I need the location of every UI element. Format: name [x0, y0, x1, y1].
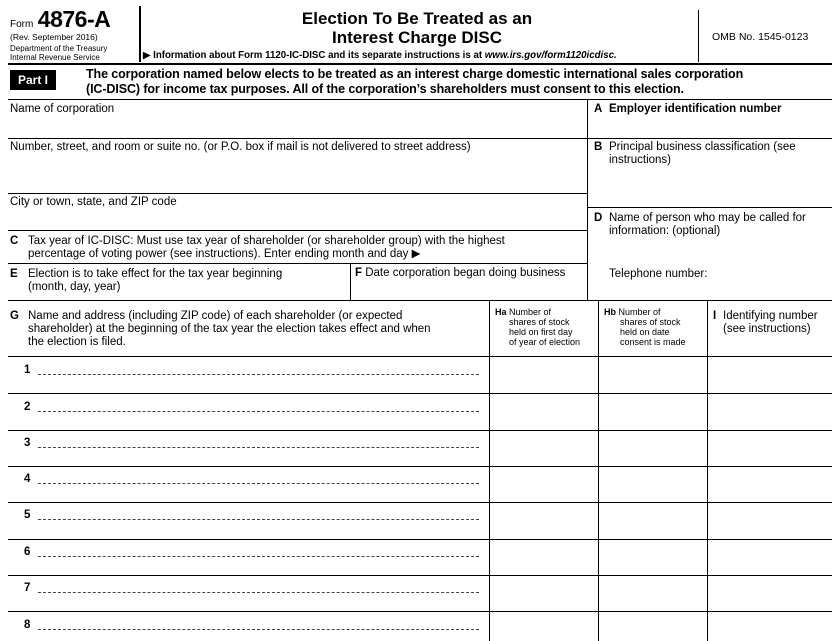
i-cell[interactable]	[709, 431, 832, 466]
part-statement	[86, 67, 838, 96]
ha-cell[interactable]	[491, 612, 597, 641]
effective-date-field[interactable]	[8, 296, 348, 299]
shareholder-row	[0, 540, 840, 576]
name-address-field[interactable]	[38, 592, 479, 593]
f-letter: F	[355, 267, 363, 279]
form-number: 4876-A	[37, 6, 111, 32]
column-hb-header	[604, 307, 707, 347]
c-label-1: Tax year of IC-DISC: Must use tax year of shareholder (or shareholder group) with the highest	[28, 235, 505, 247]
field-e	[10, 268, 283, 293]
a-letter: A	[594, 103, 603, 115]
name-of-corporation-label: Name of corporation	[10, 103, 115, 115]
ha-line-1: Number of	[509, 307, 552, 317]
statement-line-2: (IC-DISC) for income tax purposes. All of the corporation’s shareholders must consent to this election.	[86, 81, 684, 96]
info-line	[143, 50, 698, 61]
hb-cell[interactable]	[600, 394, 706, 429]
i-letter: I	[713, 310, 717, 322]
d-label-1: Name of person who may be called for	[609, 212, 806, 224]
form-prefix: Form	[10, 19, 34, 30]
i-label-1: Identifying number	[723, 310, 818, 322]
e-label-1: Election is to take effect for the tax year beginning	[28, 268, 283, 280]
b-label-1: Principal business classification (see	[609, 141, 796, 153]
hb-cell[interactable]	[600, 357, 706, 392]
shareholder-row	[0, 612, 840, 641]
date-began-business-field[interactable]	[352, 282, 586, 299]
hb-letter: Hb	[604, 307, 616, 317]
ha-cell[interactable]	[491, 503, 597, 538]
statement-line-1: The corporation named below elects to be treated as an interest charge domestic international sales corporation	[86, 67, 744, 81]
ha-line-2: shares of stock	[509, 317, 570, 327]
name-address-field[interactable]	[38, 519, 479, 520]
hb-cell[interactable]	[600, 576, 706, 611]
hb-cell[interactable]	[600, 467, 706, 502]
b-label-2: instructions)	[609, 154, 671, 166]
business-classification-field[interactable]	[589, 168, 832, 206]
row-number: 3	[24, 437, 31, 449]
g-label-3: the election is filed.	[28, 336, 126, 348]
field-a	[594, 103, 782, 116]
tax-year-field[interactable]	[448, 246, 586, 262]
name-address-field[interactable]	[38, 483, 479, 484]
omb-number: OMB No. 1545-0123	[712, 31, 809, 43]
i-cell[interactable]	[709, 467, 832, 502]
c-arrow-icon: ▶	[411, 248, 421, 260]
title-line-2: Interest Charge DISC	[331, 28, 503, 47]
e-letter: E	[10, 268, 18, 280]
hb-line-3: held on date	[620, 327, 670, 337]
hb-cell[interactable]	[600, 540, 706, 575]
field-d	[594, 212, 806, 237]
hb-cell[interactable]	[600, 612, 706, 641]
shareholder-row	[0, 357, 840, 393]
ha-cell[interactable]	[491, 394, 597, 429]
row-number: 5	[24, 509, 31, 521]
i-cell[interactable]	[709, 576, 832, 611]
e-label-2: (month, day, year)	[28, 281, 121, 293]
c-label-2: percentage of voting power (see instructions). Enter ending month and day	[28, 248, 409, 260]
city-label: City or town, state, and ZIP code	[10, 196, 177, 208]
name-address-field[interactable]	[38, 411, 479, 412]
hb-line-1: Number of	[618, 307, 661, 317]
field-f	[355, 267, 565, 280]
title-line-1: Election To Be Treated as an	[301, 9, 533, 28]
shareholder-row	[0, 503, 840, 539]
field-b	[594, 141, 796, 166]
g-label-1: Name and address (including ZIP code) of each shareholder (or expected	[28, 310, 403, 322]
shareholder-row	[0, 431, 840, 467]
i-cell[interactable]	[709, 394, 832, 429]
b-letter: B	[594, 141, 603, 153]
column-i-header	[713, 310, 818, 335]
i-cell[interactable]	[709, 503, 832, 538]
g-letter: G	[10, 310, 19, 322]
ha-letter: Ha	[495, 307, 507, 317]
name-of-corporation-field[interactable]	[8, 117, 586, 138]
city-field[interactable]	[8, 210, 586, 230]
form-revision: (Rev. September 2016)	[10, 32, 98, 42]
hb-cell[interactable]	[600, 503, 706, 538]
name-address-field[interactable]	[38, 447, 479, 448]
row-number: 6	[24, 546, 31, 558]
address-field[interactable]	[8, 156, 586, 193]
hb-line-4: consent is made	[620, 337, 686, 347]
row-number: 1	[24, 364, 31, 376]
ha-line-4: of year of election	[509, 337, 581, 347]
i-cell[interactable]	[709, 612, 832, 641]
shareholder-row	[0, 394, 840, 430]
info-arrow-icon: ▶	[143, 50, 151, 61]
contact-name-field[interactable]	[589, 240, 832, 262]
name-address-field[interactable]	[38, 374, 479, 375]
ha-cell[interactable]	[491, 431, 597, 466]
hb-cell[interactable]	[600, 431, 706, 466]
a-label: Employer identification number	[609, 103, 782, 115]
ha-cell[interactable]	[491, 540, 597, 575]
ha-cell[interactable]	[491, 576, 597, 611]
i-label-2: (see instructions)	[723, 323, 811, 335]
ein-field[interactable]	[589, 118, 832, 138]
ha-cell[interactable]	[491, 467, 597, 502]
g-label-2: shareholder) at the beginning of the tax year the election takes effect and when	[28, 323, 431, 335]
info-url[interactable]: www.irs.gov/form1120icdisc.	[484, 50, 617, 61]
form-id-block	[10, 6, 138, 62]
part-label: Part I	[10, 70, 56, 90]
i-cell[interactable]	[709, 540, 832, 575]
i-cell[interactable]	[709, 357, 832, 392]
info-text: Information about Form 1120-IC-DISC and its separate instructions is at	[153, 50, 483, 61]
ha-cell[interactable]	[491, 357, 597, 392]
address-label: Number, street, and room or suite no. (or P.O. box if mail is not delivered to street address)	[10, 141, 471, 153]
column-ha-header	[495, 307, 598, 347]
form-header	[0, 0, 840, 65]
name-address-field[interactable]	[38, 629, 479, 630]
d-letter: D	[594, 212, 603, 224]
row-number: 4	[24, 473, 31, 485]
f-label: Date corporation began doing business	[365, 267, 566, 279]
row-number: 2	[24, 401, 31, 413]
shareholder-row	[0, 467, 840, 503]
name-address-field[interactable]	[38, 556, 479, 557]
d-label-2: information: (optional)	[609, 225, 721, 237]
ha-line-3: held on first day	[509, 327, 573, 337]
department-text: Department of the Treasury	[10, 44, 108, 53]
irs-text: Internal Revenue Service	[10, 53, 100, 62]
form-title	[140, 9, 694, 47]
c-letter: C	[10, 235, 19, 247]
telephone-field[interactable]	[715, 265, 832, 283]
telephone-label: Telephone number:	[609, 268, 708, 280]
row-number: 7	[24, 582, 31, 594]
row-number: 8	[24, 619, 31, 631]
hb-line-2: shares of stock	[620, 317, 681, 327]
column-g-header	[10, 310, 431, 348]
shareholder-row	[0, 576, 840, 612]
